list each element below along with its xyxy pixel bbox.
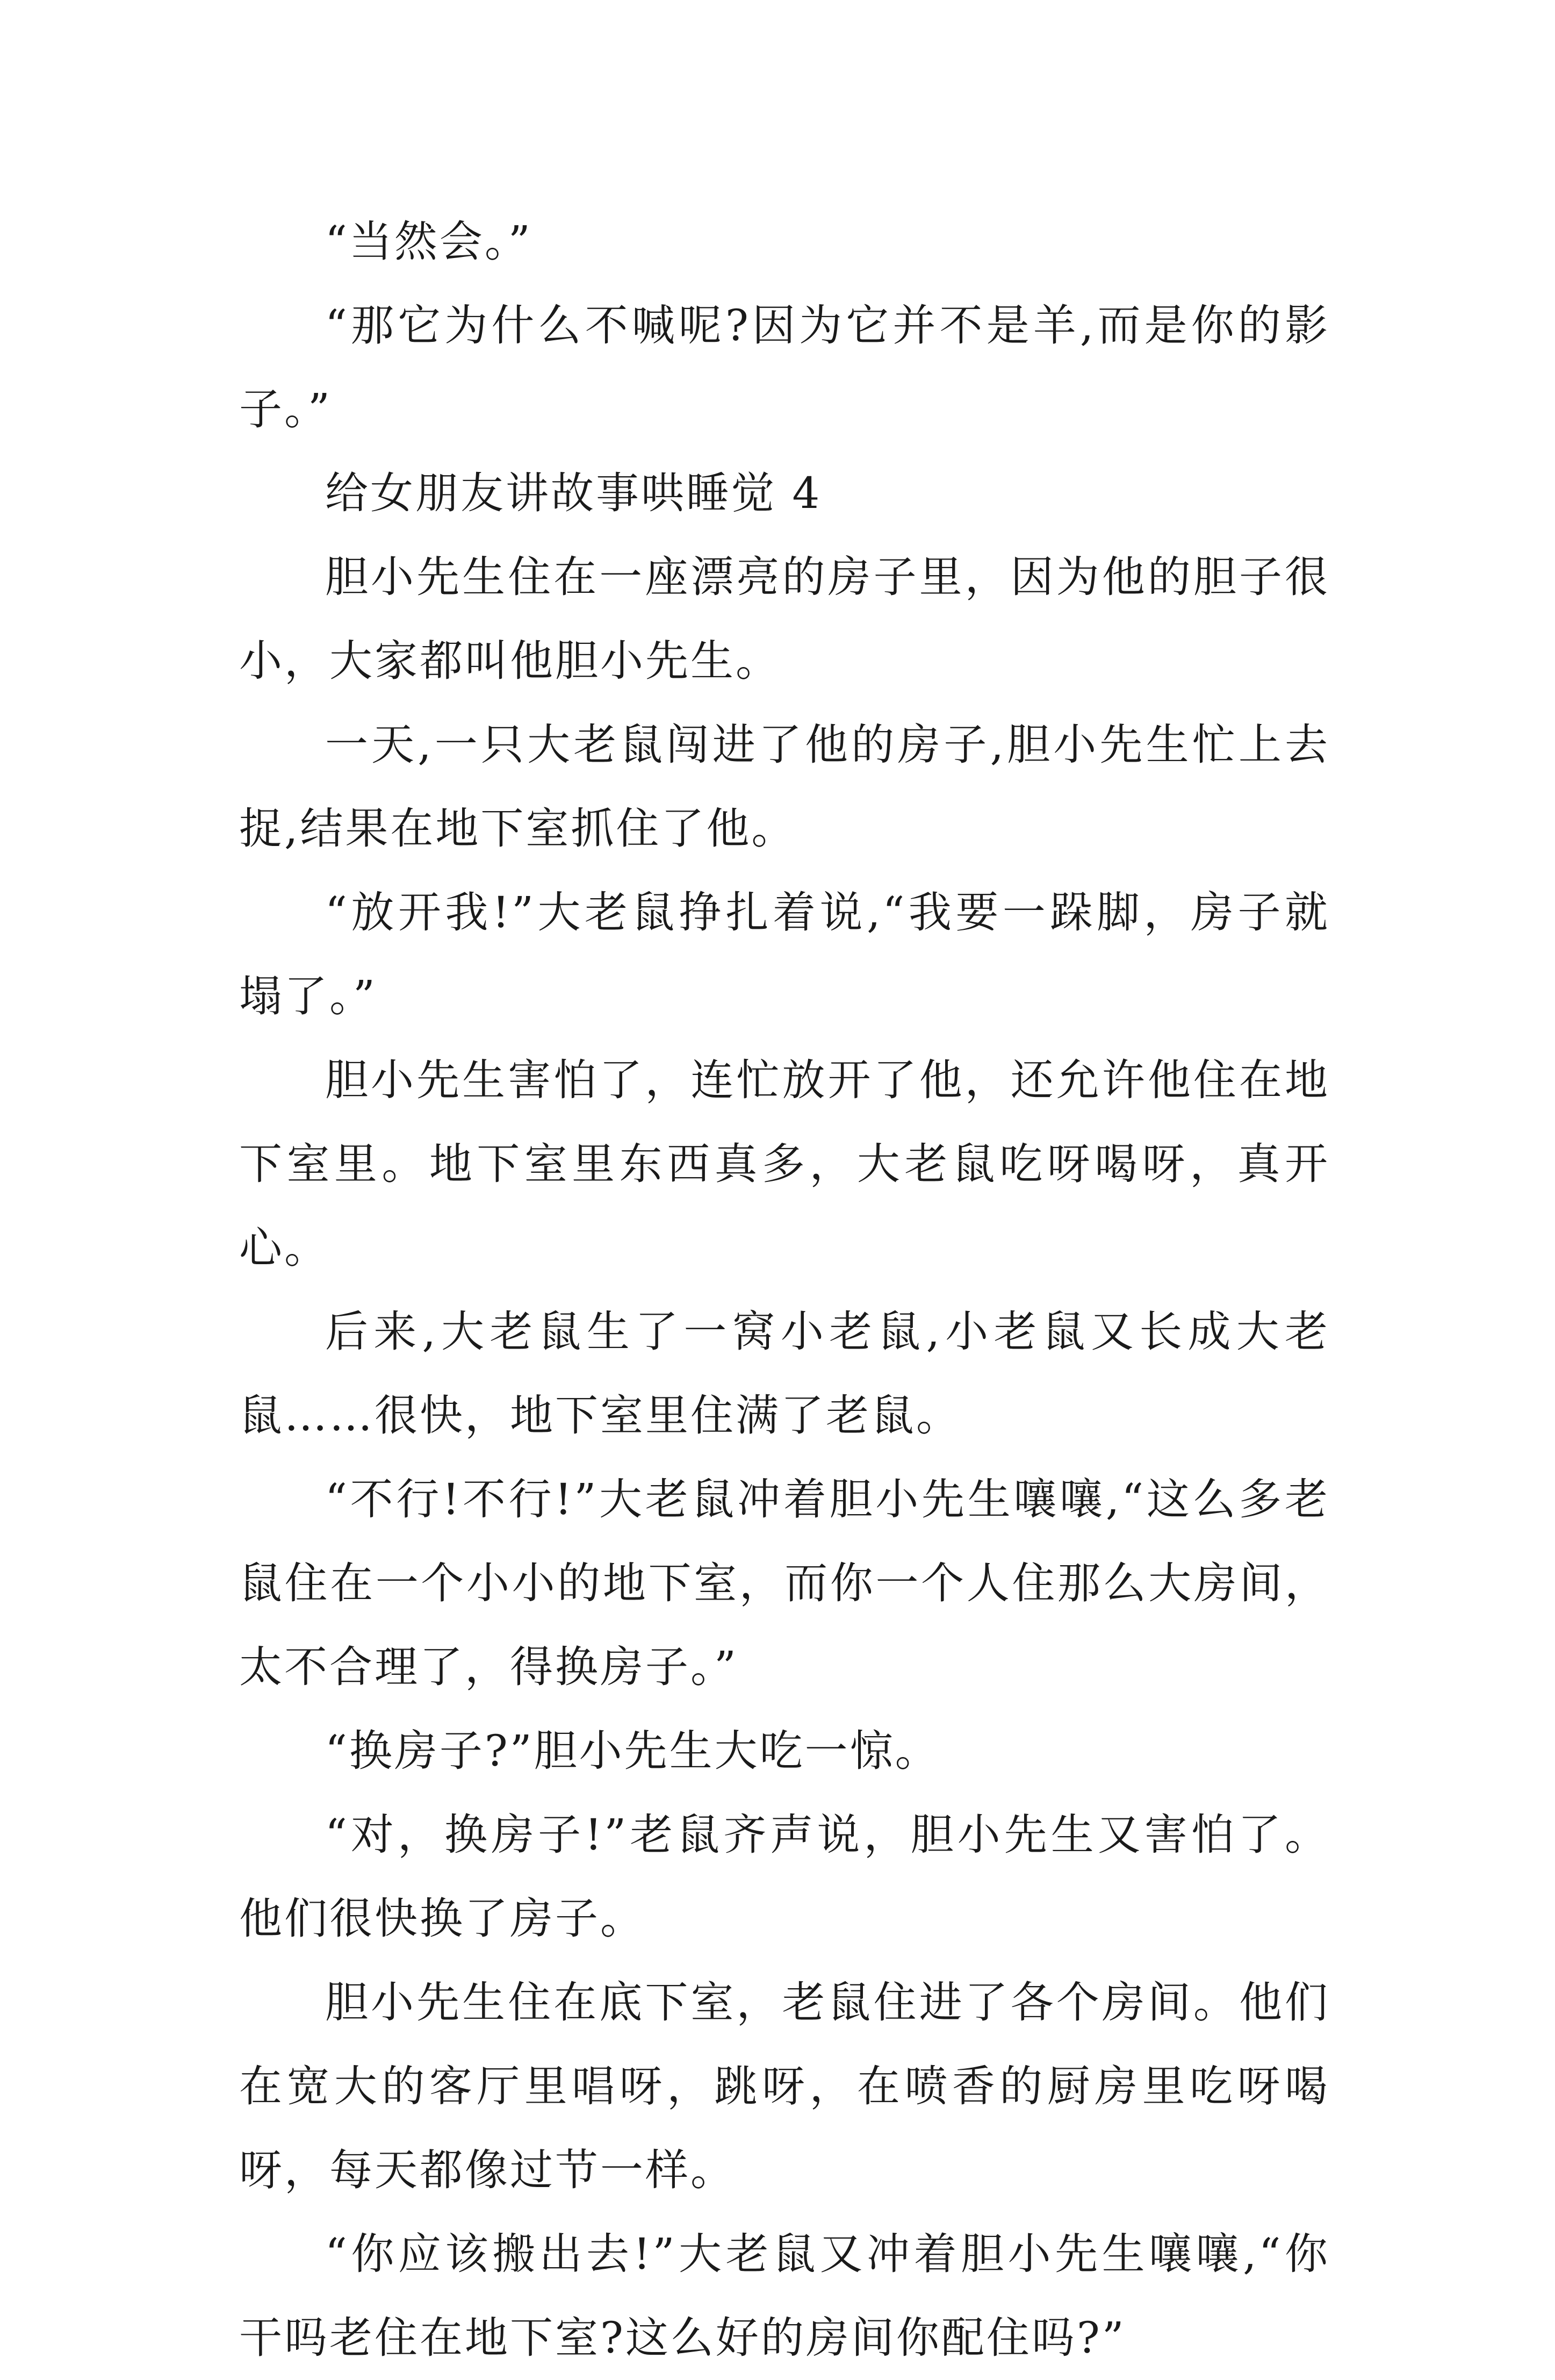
story-heading: 给女朋友讲故事哄睡觉 4: [325, 468, 822, 518]
paragraph-2: “那它为什么不喊呢?因为它并不是羊,而是你的影子。”: [239, 300, 1330, 434]
paragraph-5: 一天,一只大老鼠闯进了他的房子,胆小先生忙上去捉,结果在地下室抓住了他。: [239, 720, 1330, 854]
paragraph-12: 胆小先生住在底下室，老鼠住进了各个房间。他们在宽大的客厅里唱呀，跳呀，在喷香的厨房里吃呀喝呀，每天都像过节一样。: [239, 1977, 1330, 2195]
paragraph-8: 后来,大老鼠生了一窝小老鼠,小老鼠又长成大老鼠……很快，地下室里住满了老鼠。: [239, 1307, 1330, 1440]
paragraph-7: 胆小先生害怕了，连忙放开了他，还允许他住在地下室里。地下室里东西真多，大老鼠吃呀喝呀，真开心。: [239, 1055, 1330, 1273]
document-body: [239, 200, 1330, 2380]
paragraph-11: “对，换房子!”老鼠齐声说，胆小先生又害怕了。他们很快换了房子。: [239, 1810, 1330, 1944]
paragraph-13: “你应该搬出去!”大老鼠又冲着胆小先生嚷嚷,“你干吗老住在地下室?这么好的房间你配住吗?”: [239, 2229, 1330, 2363]
paragraph-1: “当然会。”: [325, 217, 532, 267]
paragraph-10: “换房子?”胆小先生大吃一惊。: [325, 1726, 940, 1776]
paragraph-9: “不行!不行!”大老鼠冲着胆小先生嚷嚷,“这么多老鼠住在一个小小的地下室，而你一个人住那么大房间，太不合理了，得换房子。”: [239, 1474, 1330, 1692]
paragraph-6: “放开我!”大老鼠挣扎着说,“我要一跺脚，房子就塌了。”: [239, 887, 1330, 1021]
paragraph-4: 胆小先生住在一座漂亮的房子里，因为他的胆子很小，大家都叫他胆小先生。: [239, 552, 1330, 686]
